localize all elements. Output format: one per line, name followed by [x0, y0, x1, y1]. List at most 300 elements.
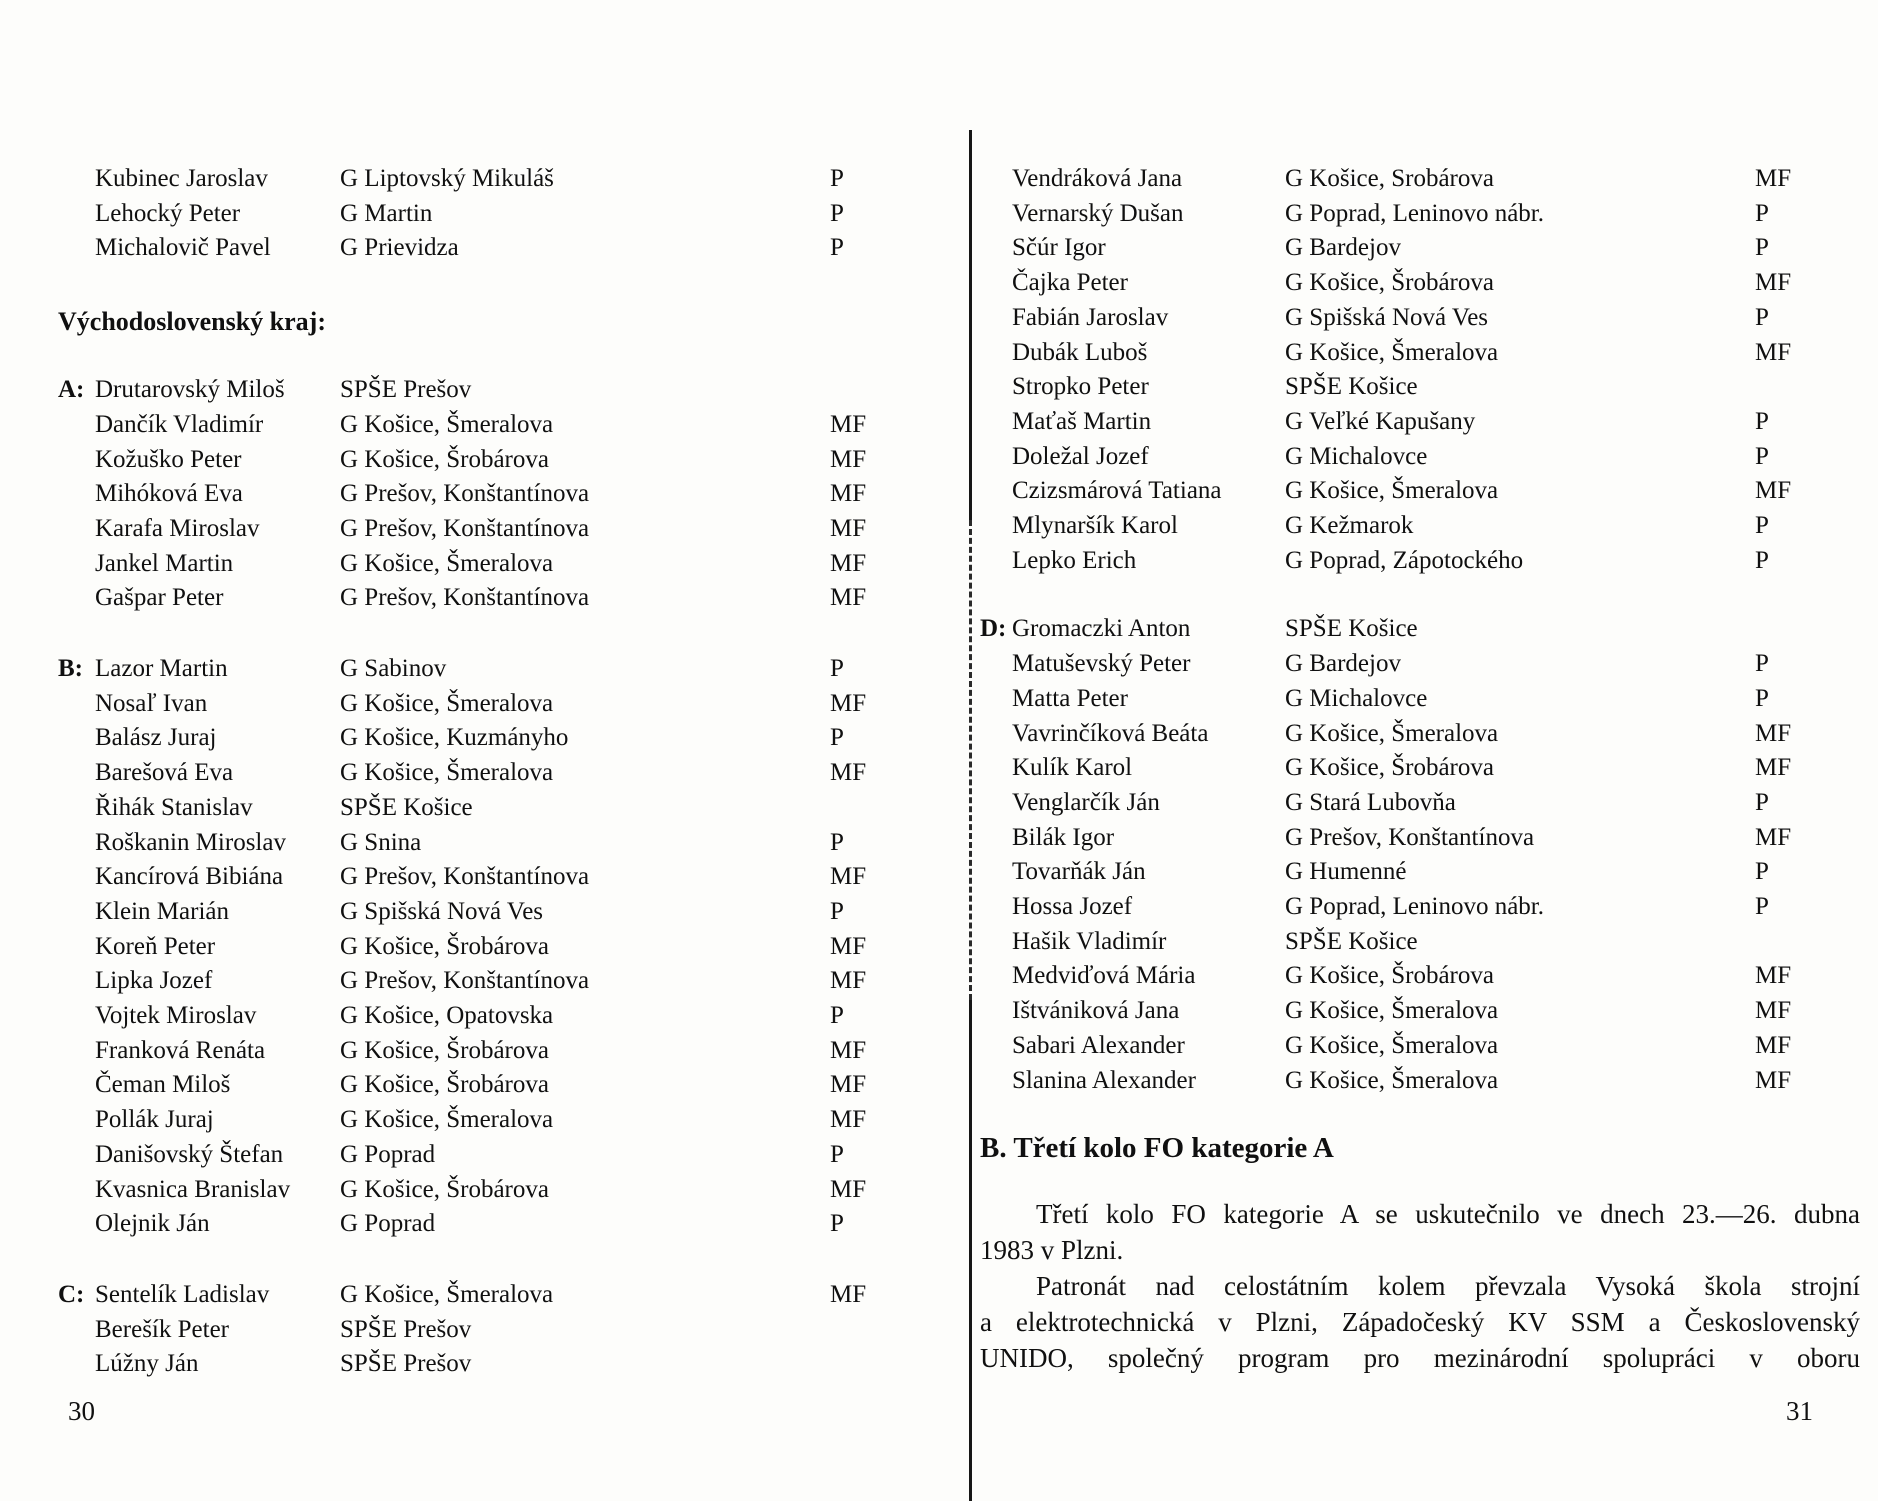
- section-letter: [58, 1103, 95, 1138]
- student-name: Franková Renáta: [95, 1036, 266, 1064]
- school: G Košice, Šrobárova: [340, 932, 549, 960]
- section-letter: [58, 930, 95, 965]
- section-letter: [58, 408, 95, 443]
- result-row: [58, 581, 888, 616]
- school: G Košice, Opatovska: [340, 1002, 554, 1030]
- result-row: [980, 231, 1878, 266]
- category: P: [1755, 684, 1769, 712]
- category: P: [1755, 546, 1769, 574]
- student-name: Lipka Jozef: [95, 967, 213, 995]
- section-letter: [58, 581, 95, 616]
- paragraph-line: 1983 v Plzni.: [980, 1235, 1124, 1266]
- section-letter: B:: [58, 655, 83, 683]
- school: G Košice, Šmeralova: [340, 759, 554, 787]
- category: P: [1755, 893, 1769, 921]
- category: MF: [1755, 1066, 1792, 1094]
- category: P: [830, 1210, 844, 1238]
- result-row: [58, 826, 888, 861]
- section-letter: [58, 791, 95, 826]
- category: MF: [830, 1036, 867, 1064]
- paragraph-line: Patronát nad celostátním kolem převzala Vysoká škola strojní: [1036, 1271, 1860, 1302]
- results-list-intro: [58, 162, 888, 266]
- category: MF: [1755, 338, 1792, 366]
- section-letter: [58, 1034, 95, 1069]
- student-name: Sentelík Ladislav: [95, 1280, 270, 1308]
- student-name: Berešík Peter: [95, 1315, 229, 1343]
- school: G Stará Lubovňa: [1285, 788, 1456, 816]
- section-letter: [58, 826, 95, 861]
- result-row: [980, 959, 1878, 994]
- school: G Košice, Šmeralova: [1285, 338, 1499, 366]
- result-row: [58, 1347, 888, 1382]
- category: MF: [830, 1071, 867, 1099]
- school: G Sabinov: [340, 655, 447, 683]
- category: P: [1755, 234, 1769, 262]
- result-row: [980, 751, 1878, 786]
- book-page-left: [58, 150, 888, 1382]
- section-letter: [980, 647, 1012, 682]
- result-row: [58, 930, 888, 965]
- school: G Spišská Nová Ves: [1285, 303, 1489, 331]
- school: G Košice, Šmeralova: [340, 410, 554, 438]
- school: G Prešov, Konštantínova: [340, 863, 590, 891]
- school: G Prešov, Konštantínova: [340, 480, 590, 508]
- section-letter: [58, 1207, 95, 1242]
- page-number-right: 31: [1786, 1396, 1813, 1426]
- result-row: [58, 1313, 888, 1348]
- section-letter: [980, 751, 1012, 786]
- result-row: [980, 474, 1878, 509]
- page-number-left: 30: [68, 1396, 95, 1426]
- result-section: [980, 612, 1878, 1098]
- section-letter: [58, 512, 95, 547]
- school: G Košice, Šrobárova: [340, 1175, 549, 1203]
- school: G Košice, Šrobárova: [340, 445, 549, 473]
- section-letter: [58, 756, 95, 791]
- category: MF: [830, 514, 867, 542]
- student-name: Řihák Stanislav: [95, 793, 253, 821]
- school: G Košice, Šmeralova: [1285, 997, 1499, 1025]
- book-page-right: [980, 150, 1878, 1376]
- result-row: [58, 1034, 888, 1069]
- school: G Košice, Šrobárova: [1285, 269, 1494, 297]
- section-letter: [980, 301, 1012, 336]
- section-letter: [58, 895, 95, 930]
- category: MF: [830, 863, 867, 891]
- school: G Prešov, Konštantínova: [340, 967, 590, 995]
- section-letter: [980, 821, 1012, 856]
- section-letter: [980, 1064, 1012, 1099]
- result-row: [980, 509, 1878, 544]
- category: MF: [1755, 269, 1792, 297]
- section-letter: [980, 336, 1012, 371]
- school: G Snina: [340, 828, 422, 856]
- result-row: [58, 756, 888, 791]
- result-row: [58, 1138, 888, 1173]
- student-name: Pollák Juraj: [95, 1106, 214, 1134]
- school: G Prievidza: [340, 234, 459, 262]
- result-row: [980, 786, 1878, 821]
- category: P: [830, 165, 844, 192]
- category: MF: [830, 1175, 867, 1203]
- student-name: Lepko Erich: [1012, 546, 1137, 574]
- result-row: [58, 860, 888, 895]
- section-letter: [58, 1313, 95, 1348]
- section-letter: [58, 1138, 95, 1173]
- section-letter: [58, 964, 95, 999]
- category: P: [1755, 303, 1769, 331]
- student-name: Czizsmárová Tatiana: [1012, 477, 1222, 505]
- school: SPŠE Košice: [340, 793, 473, 821]
- school: G Veľké Kapušany: [1285, 407, 1476, 435]
- student-name: Kožuško Peter: [95, 445, 242, 473]
- result-section: [58, 652, 888, 1242]
- school: G Košice, Šrobárova: [340, 1036, 549, 1064]
- body-paragraphs: [980, 1196, 1860, 1376]
- results-sections: [980, 612, 1878, 1098]
- category: P: [830, 1002, 844, 1030]
- section-letter: [980, 197, 1012, 232]
- school: G Košice, Šmeralova: [1285, 1066, 1499, 1094]
- student-name: Dančík Vladimír: [95, 410, 264, 438]
- result-row: [58, 721, 888, 756]
- school: G Košice, Šmeralova: [340, 1106, 554, 1134]
- category: MF: [830, 1280, 867, 1308]
- paragraph-line: Třetí kolo FO kategorie A se uskutečnilo ve dnech 23.—26. dubna: [1036, 1199, 1860, 1230]
- result-row: [58, 652, 888, 687]
- page-fold-line: [969, 130, 972, 520]
- result-row: [58, 231, 888, 266]
- category: MF: [830, 445, 867, 473]
- school: G Humenné: [1285, 858, 1407, 886]
- result-row: [980, 717, 1878, 752]
- student-name: Stropko Peter: [1012, 373, 1149, 401]
- section-letter: [58, 687, 95, 722]
- results-list-continued: [980, 162, 1878, 578]
- student-name: Barešová Eva: [95, 759, 234, 787]
- section-letter: [980, 682, 1012, 717]
- section-letter: [58, 860, 95, 895]
- category: P: [830, 234, 844, 262]
- student-name: Kulík Karol: [1012, 754, 1133, 782]
- student-name: Doležal Jozef: [1012, 442, 1149, 470]
- section-letter: [980, 959, 1012, 994]
- category: MF: [830, 584, 867, 612]
- section-letter: [980, 440, 1012, 475]
- school: G Kežmarok: [1285, 512, 1414, 540]
- school: G Prešov, Konštantínova: [1285, 823, 1535, 851]
- section-letter: [980, 509, 1012, 544]
- section-letter: [58, 999, 95, 1034]
- student-name: Hossa Jozef: [1012, 893, 1133, 921]
- result-row: [58, 408, 888, 443]
- student-name: Vendráková Jana: [1012, 165, 1183, 192]
- section-letter: [980, 717, 1012, 752]
- result-row: [58, 373, 888, 408]
- school: G Liptovský Mikuláš: [340, 165, 554, 192]
- student-name: Mihóková Eva: [95, 480, 243, 508]
- result-row: [980, 336, 1878, 371]
- school: SPŠE Košice: [1285, 927, 1418, 955]
- result-row: [980, 544, 1878, 579]
- page-fold-line: [969, 520, 972, 1000]
- student-name: Vernarský Dušan: [1012, 199, 1184, 227]
- category: [830, 373, 888, 408]
- category: P: [1755, 512, 1769, 540]
- chapter-heading: B. Třetí kolo FO kategorie A: [980, 1132, 1334, 1165]
- student-name: Karafa Miroslav: [95, 514, 260, 542]
- school: SPŠE Prešov: [340, 1315, 472, 1343]
- result-row: [980, 162, 1878, 197]
- result-row: [980, 647, 1878, 682]
- student-name: Venglarčík Ján: [1012, 788, 1160, 816]
- student-name: Michalovič Pavel: [95, 234, 271, 262]
- student-name: Klein Marián: [95, 897, 229, 925]
- school: SPŠE Prešov: [340, 1350, 472, 1378]
- school: G Košice, Šmeralova: [1285, 477, 1499, 505]
- result-row: [980, 1064, 1878, 1099]
- section-letter: [980, 266, 1012, 301]
- paragraph-line: a elektrotechnická v Plzni, Západočeský KV SSM a Československý: [980, 1307, 1860, 1338]
- school: G Košice, Šmeralova: [1285, 719, 1499, 747]
- section-letter: [58, 162, 95, 197]
- result-row: [980, 1029, 1878, 1064]
- section-letter: A:: [58, 376, 85, 404]
- section-letter: [980, 544, 1012, 579]
- category: [1755, 925, 1878, 960]
- section-letter: [980, 474, 1012, 509]
- student-name: Nosaľ Ivan: [95, 689, 208, 717]
- result-row: [980, 612, 1878, 647]
- category: MF: [1755, 477, 1792, 505]
- school: G Košice, Šrobárova: [1285, 962, 1494, 990]
- result-row: [58, 1207, 888, 1242]
- student-name: Mlynaršík Karol: [1012, 512, 1178, 540]
- result-row: [980, 266, 1878, 301]
- school: G Košice, Šmeralova: [340, 689, 554, 717]
- school: G Michalovce: [1285, 442, 1428, 470]
- category: [1755, 612, 1878, 647]
- result-row: [58, 1173, 888, 1208]
- category: MF: [1755, 962, 1792, 990]
- result-row: [980, 301, 1878, 336]
- section-letter: C:: [58, 1280, 85, 1308]
- category: [830, 1313, 888, 1348]
- result-row: [980, 440, 1878, 475]
- student-name: Koreň Peter: [95, 932, 216, 960]
- school: G Prešov, Konštantínova: [340, 584, 590, 612]
- student-name: Dubák Luboš: [1012, 338, 1148, 366]
- category: P: [830, 655, 844, 683]
- category: [1755, 370, 1878, 405]
- category: P: [1755, 407, 1769, 435]
- section-letter: [980, 370, 1012, 405]
- category: MF: [830, 1106, 867, 1134]
- student-name: Vojtek Miroslav: [95, 1002, 257, 1030]
- student-name: Kubinec Jaroslav: [95, 165, 268, 192]
- student-name: Kvasnica Branislav: [95, 1175, 291, 1203]
- section-letter: [980, 890, 1012, 925]
- category: MF: [1755, 997, 1792, 1025]
- student-name: Vavrinčíková Beáta: [1012, 719, 1209, 747]
- category: P: [830, 828, 844, 856]
- category: MF: [1755, 165, 1792, 192]
- student-name: Čajka Peter: [1012, 269, 1128, 297]
- student-name: Danišovský Štefan: [95, 1140, 284, 1168]
- result-section: [58, 1278, 888, 1382]
- school: G Michalovce: [1285, 684, 1428, 712]
- section-letter: [980, 994, 1012, 1029]
- section-letter: [980, 786, 1012, 821]
- category: [830, 1347, 888, 1382]
- result-row: [980, 370, 1878, 405]
- school: SPŠE Košice: [1285, 373, 1418, 401]
- student-name: Lúžny Ján: [95, 1350, 199, 1378]
- result-row: [58, 791, 888, 826]
- school: SPŠE Košice: [1285, 615, 1418, 643]
- school: G Bardejov: [1285, 234, 1401, 262]
- student-name: Roškanin Miroslav: [95, 828, 286, 856]
- school: G Spišská Nová Ves: [340, 897, 544, 925]
- student-name: Olejnik Ján: [95, 1210, 210, 1238]
- student-name: Tovarňák Ján: [1012, 858, 1146, 886]
- category: MF: [830, 932, 867, 960]
- section-letter: [58, 477, 95, 512]
- school: G Prešov, Konštantínova: [340, 514, 590, 542]
- student-name: Gašpar Peter: [95, 584, 224, 612]
- category: P: [1755, 650, 1769, 678]
- school: G Košice, Kuzmányho: [340, 724, 569, 752]
- result-row: [58, 512, 888, 547]
- section-letter: [58, 1068, 95, 1103]
- school: G Poprad, Leninovo nábr.: [1285, 199, 1544, 227]
- section-letter: [980, 855, 1012, 890]
- school: G Bardejov: [1285, 650, 1401, 678]
- school: G Košice, Šmeralova: [1285, 1031, 1499, 1059]
- result-row: [980, 855, 1878, 890]
- result-section: [58, 373, 888, 616]
- student-name: Lehocký Peter: [95, 199, 241, 227]
- school: G Košice, Šmeralova: [340, 1280, 554, 1308]
- category: MF: [830, 759, 867, 787]
- student-name: Gromaczki Anton: [1012, 615, 1191, 643]
- school: G Poprad, Zápotockého: [1285, 546, 1524, 574]
- student-name: Maťaš Martin: [1012, 407, 1152, 435]
- category: P: [830, 199, 844, 227]
- section-letter: [58, 197, 95, 232]
- section-letter: [58, 1173, 95, 1208]
- result-row: [58, 895, 888, 930]
- school: G Martin: [340, 199, 433, 227]
- student-name: Ištvániková Jana: [1012, 997, 1180, 1025]
- result-row: [58, 162, 888, 197]
- region-heading: Východoslovenský kraj:: [58, 307, 326, 337]
- school: G Poprad: [340, 1140, 436, 1168]
- category: P: [1755, 788, 1769, 816]
- section-letter: [980, 405, 1012, 440]
- category: MF: [830, 689, 867, 717]
- student-name: Čeman Miloš: [95, 1071, 231, 1099]
- result-row: [58, 1103, 888, 1138]
- category: MF: [1755, 719, 1792, 747]
- school: G Košice, Šrobárova: [1285, 754, 1494, 782]
- section-letter: [58, 547, 95, 582]
- category: MF: [830, 549, 867, 577]
- result-row: [58, 443, 888, 478]
- student-name: Slanina Alexander: [1012, 1066, 1196, 1094]
- school: G Košice, Šrobárova: [340, 1071, 549, 1099]
- school: G Poprad, Leninovo nábr.: [1285, 893, 1544, 921]
- category: P: [1755, 199, 1769, 227]
- result-row: [980, 890, 1878, 925]
- section-letter: D:: [980, 615, 1007, 643]
- section-letter: [58, 1347, 95, 1382]
- category: MF: [830, 410, 867, 438]
- section-letter: [980, 925, 1012, 960]
- category: P: [830, 724, 844, 752]
- category: P: [830, 1140, 844, 1168]
- student-name: Drutarovský Miloš: [95, 376, 285, 404]
- category: P: [1755, 442, 1769, 470]
- student-name: Balász Juraj: [95, 724, 217, 752]
- category: MF: [1755, 1031, 1792, 1059]
- result-row: [980, 197, 1878, 232]
- result-row: [980, 925, 1878, 960]
- student-name: Sčúr Igor: [1012, 234, 1106, 262]
- result-row: [980, 682, 1878, 717]
- student-name: Hašik Vladimír: [1012, 927, 1167, 955]
- school: G Košice, Srobárova: [1285, 165, 1494, 192]
- category: MF: [830, 967, 867, 995]
- category: MF: [1755, 823, 1792, 851]
- student-name: Jankel Martin: [95, 549, 234, 577]
- section-letter: [58, 231, 95, 266]
- student-name: Matuševský Peter: [1012, 650, 1191, 678]
- paragraph-line: UNIDO, společný program pro mezinárodní spolupráci v oboru: [980, 1343, 1860, 1374]
- student-name: Bilák Igor: [1012, 823, 1115, 851]
- result-row: [58, 964, 888, 999]
- section-letter: [58, 721, 95, 756]
- result-row: [58, 197, 888, 232]
- student-name: Kancírová Bibiána: [95, 863, 284, 891]
- school: SPŠE Prešov: [340, 376, 472, 404]
- category: P: [830, 897, 844, 925]
- school: G Košice, Šmeralova: [340, 549, 554, 577]
- result-row: [58, 1278, 888, 1313]
- school: G Poprad: [340, 1210, 436, 1238]
- category: [830, 791, 888, 826]
- student-name: Lazor Martin: [95, 655, 228, 683]
- section-letter: [980, 1029, 1012, 1064]
- category: MF: [830, 480, 867, 508]
- result-row: [980, 994, 1878, 1029]
- student-name: Matta Peter: [1012, 684, 1128, 712]
- student-name: Medviďová Mária: [1012, 962, 1196, 990]
- section-letter: [58, 443, 95, 478]
- result-row: [980, 821, 1878, 856]
- category: MF: [1755, 754, 1792, 782]
- section-letter: [980, 231, 1012, 266]
- section-letter: [980, 162, 1012, 197]
- result-row: [58, 547, 888, 582]
- result-row: [58, 999, 888, 1034]
- page-fold-line: [969, 1000, 972, 1501]
- category: P: [1755, 858, 1769, 886]
- result-row: [58, 477, 888, 512]
- result-row: [58, 1068, 888, 1103]
- result-row: [58, 687, 888, 722]
- results-sections: [58, 373, 888, 1382]
